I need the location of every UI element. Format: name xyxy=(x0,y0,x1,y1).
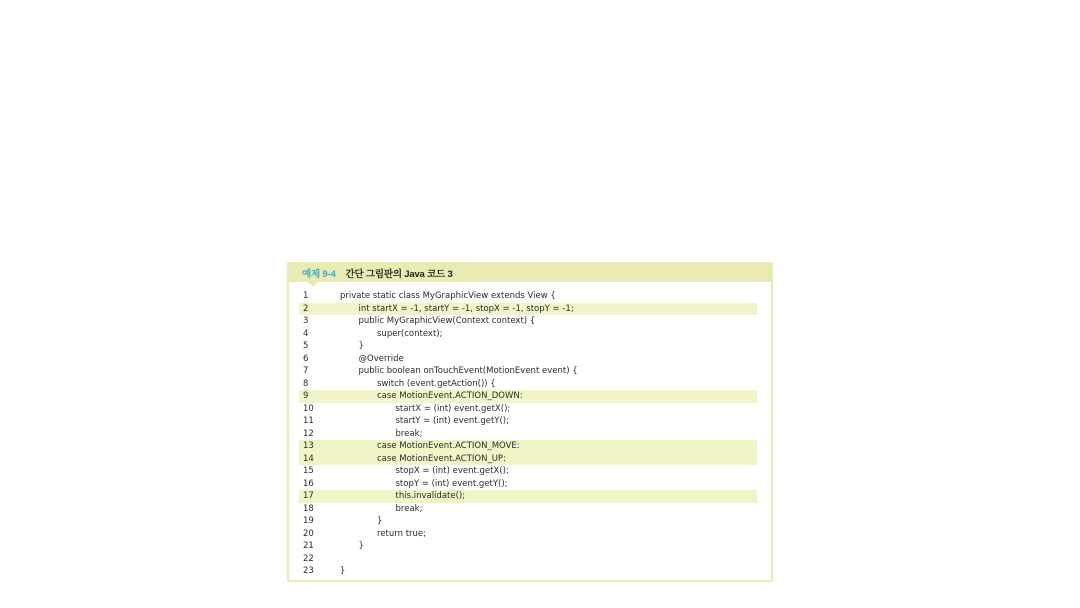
line-number: 10 xyxy=(303,403,314,414)
code-text: @Override xyxy=(358,353,404,364)
line-number: 20 xyxy=(303,528,314,539)
code-line xyxy=(299,503,757,516)
code-text: case MotionEvent.ACTION_MOVE: xyxy=(377,441,520,451)
code-line xyxy=(299,490,757,503)
example-number: 예제 9-4 xyxy=(302,269,336,280)
code-line xyxy=(299,415,757,428)
line-number: 6 xyxy=(303,353,309,364)
code-line xyxy=(299,528,757,541)
code-text: stopY = (int) event.getY(); xyxy=(395,478,508,489)
line-number: 23 xyxy=(303,566,314,576)
code-line xyxy=(299,353,757,366)
code-text: startX = (int) event.getX(); xyxy=(395,403,511,414)
code-line xyxy=(299,403,757,416)
code-text: switch (event.getAction()) { xyxy=(377,378,496,389)
code-text: this.invalidate(); xyxy=(395,491,466,501)
line-number: 3 xyxy=(303,316,309,326)
code-line xyxy=(299,303,757,316)
code-text: break; xyxy=(395,428,423,439)
line-number: 4 xyxy=(303,328,309,339)
code-line xyxy=(299,453,757,466)
line-number: 2 xyxy=(303,303,309,314)
code-line xyxy=(299,465,757,478)
line-number: 14 xyxy=(303,453,314,464)
line-number: 21 xyxy=(303,541,314,551)
code-line xyxy=(299,390,757,403)
line-number: 9 xyxy=(303,391,309,401)
line-number: 22 xyxy=(303,553,314,564)
code-text: } xyxy=(358,541,364,551)
line-number: 1 xyxy=(303,291,309,301)
example-header xyxy=(289,264,771,282)
code-text: int startX = -1, startY = -1, stopX = -1, stopY = -1; xyxy=(358,303,574,314)
code-line xyxy=(299,365,757,378)
code-text: startY = (int) event.getY(); xyxy=(395,416,509,426)
line-number: 18 xyxy=(303,503,314,514)
line-number: 16 xyxy=(303,478,314,489)
code-line xyxy=(299,540,757,553)
line-number: 19 xyxy=(303,516,314,526)
code-text: break; xyxy=(395,503,423,514)
line-number: 12 xyxy=(303,428,314,439)
line-number: 7 xyxy=(303,366,309,376)
code-line xyxy=(299,553,757,566)
code-example-box xyxy=(287,262,773,582)
line-number: 17 xyxy=(303,491,314,501)
code-line xyxy=(299,290,757,303)
code-listing xyxy=(299,290,757,578)
line-number: 15 xyxy=(303,466,314,476)
line-number: 13 xyxy=(303,441,314,451)
code-line xyxy=(299,440,757,453)
code-text: case MotionEvent.ACTION_DOWN: xyxy=(377,391,523,401)
code-text: public boolean onTouchEvent(MotionEvent event) { xyxy=(358,366,578,376)
header-pointer xyxy=(308,282,318,287)
example-title: 간단 그림판의 Java 코드 3 xyxy=(345,269,453,280)
code-line xyxy=(299,478,757,491)
code-text: private static class MyGraphicView extends View { xyxy=(340,291,556,301)
code-text: return true; xyxy=(377,528,426,539)
code-text: stopX = (int) event.getX(); xyxy=(395,466,509,476)
code-text: } xyxy=(377,516,383,526)
code-line xyxy=(299,328,757,341)
code-text: public MyGraphicView(Context context) { xyxy=(358,316,536,326)
code-text: } xyxy=(358,341,364,351)
code-line xyxy=(299,515,757,528)
code-line xyxy=(299,378,757,391)
code-line xyxy=(299,428,757,441)
code-line xyxy=(299,340,757,353)
code-text: case MotionEvent.ACTION_UP: xyxy=(377,453,506,464)
line-number: 8 xyxy=(303,378,309,389)
line-number: 5 xyxy=(303,341,309,351)
code-line xyxy=(299,315,757,328)
code-text: } xyxy=(340,566,346,576)
line-number: 11 xyxy=(303,416,314,426)
code-text: super(context); xyxy=(377,328,443,339)
code-line xyxy=(299,565,757,578)
